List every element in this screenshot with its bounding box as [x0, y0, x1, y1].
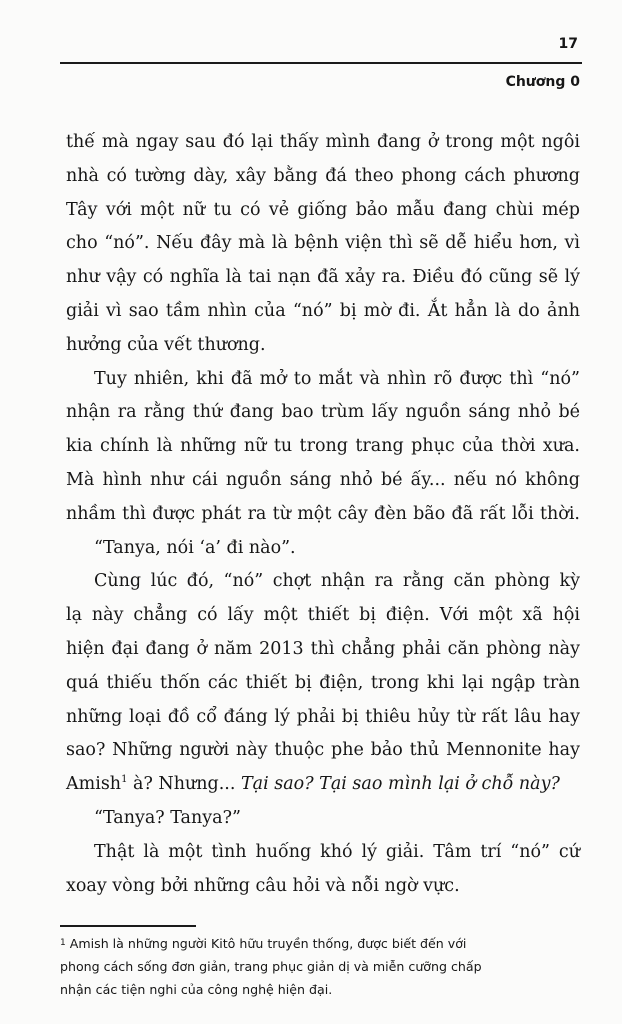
text-line: hiện đại đang ở năm 2013 thì chẳng phải căn phòng này [66, 638, 580, 659]
text-fragment: à? Nhưng... [127, 774, 241, 795]
text-line: giải vì sao tầm nhìn của “nó” bị mờ đi. Ắt hẳn là do ảnh [66, 300, 580, 321]
text-line: những loại đồ cổ đáng lý phải bị thiêu hủy từ rất lâu hay [66, 706, 580, 727]
text-line: Thật là một tình huống khó lý giải. Tâm trí “nó” cứ [94, 841, 580, 862]
text-line [66, 768, 580, 802]
text-line: quá thiếu thốn các thiết bị điện, trong khi lại ngập tràn [66, 672, 580, 693]
text-line: “Tanya, nói ‘a’ đi nào”. [94, 537, 296, 558]
italic-thought: Tại sao? Tại sao mình lại ở chỗ này? [241, 774, 560, 795]
text-line: cho “nó”. Nếu đây mà là bệnh viện thì sẽ dễ hiểu hơn, vì [66, 233, 580, 254]
footnote-line: nhận các tiện nghi của công nghệ hiện đại. [60, 982, 333, 997]
text-line: nhầm thì được phát ra từ một cây đèn bão đã rất lỗi thời. [66, 503, 580, 524]
text-line: thế mà ngay sau đó lại thấy mình đang ở trong một ngôi [66, 132, 580, 152]
footnote [60, 932, 586, 1001]
footnote-line [60, 932, 586, 955]
footnote-reference: 1 [121, 774, 128, 786]
text-fragment: Amish [66, 774, 122, 795]
text-line: xoay vòng bởi những câu hỏi và nỗi ngờ vực. [66, 875, 460, 896]
text-line: Tây với một nữ tu có vẻ giống bảo mẫu đang chùi mép [66, 199, 580, 220]
footnote-mark: 1 [60, 938, 66, 948]
text-line: lạ này chẳng có lấy một thiết bị điện. Với một xã hội [66, 605, 580, 626]
body-text [66, 126, 580, 903]
footnote-line: phong cách sống đơn giản, trang phục giản dị và miễn cưỡng chấp [60, 959, 482, 974]
text-line: như vậy có nghĩa là tai nạn đã xảy ra. Điều đó cũng sẽ lý [66, 267, 580, 288]
text-line: Tuy nhiên, khi đã mở to mắt và nhìn rõ được thì “nó” [94, 368, 580, 389]
text-line: nhận ra rằng thứ đang bao trùm lấy nguồn sáng nhỏ bé [66, 402, 580, 423]
text-line: kia chính là những nữ tu trong trang phục của thời xưa. [66, 436, 580, 457]
text-line: nhà có tường dày, xây bằng đá theo phong cách phương [66, 165, 580, 186]
footnote-text: Amish là những người Kitô hữu truyền thống, được biết đến với [69, 936, 467, 951]
text-line: Cùng lúc đó, “nó” chợt nhận ra rằng căn phòng kỳ [94, 571, 580, 592]
header-rule [60, 62, 582, 64]
footnote-rule [60, 925, 196, 927]
text-line: hưởng của vết thương. [66, 334, 266, 355]
chapter-label: Chương 0 [505, 74, 580, 90]
text-line: sao? Những người này thuộc phe bảo thủ Mennonite hay [66, 740, 580, 761]
text-line: “Tanya? Tanya?” [94, 807, 241, 828]
page-number: 17 [558, 36, 578, 52]
text-line: Mà hình như cái nguồn sáng nhỏ bé ấy... nếu nó không [66, 469, 580, 490]
